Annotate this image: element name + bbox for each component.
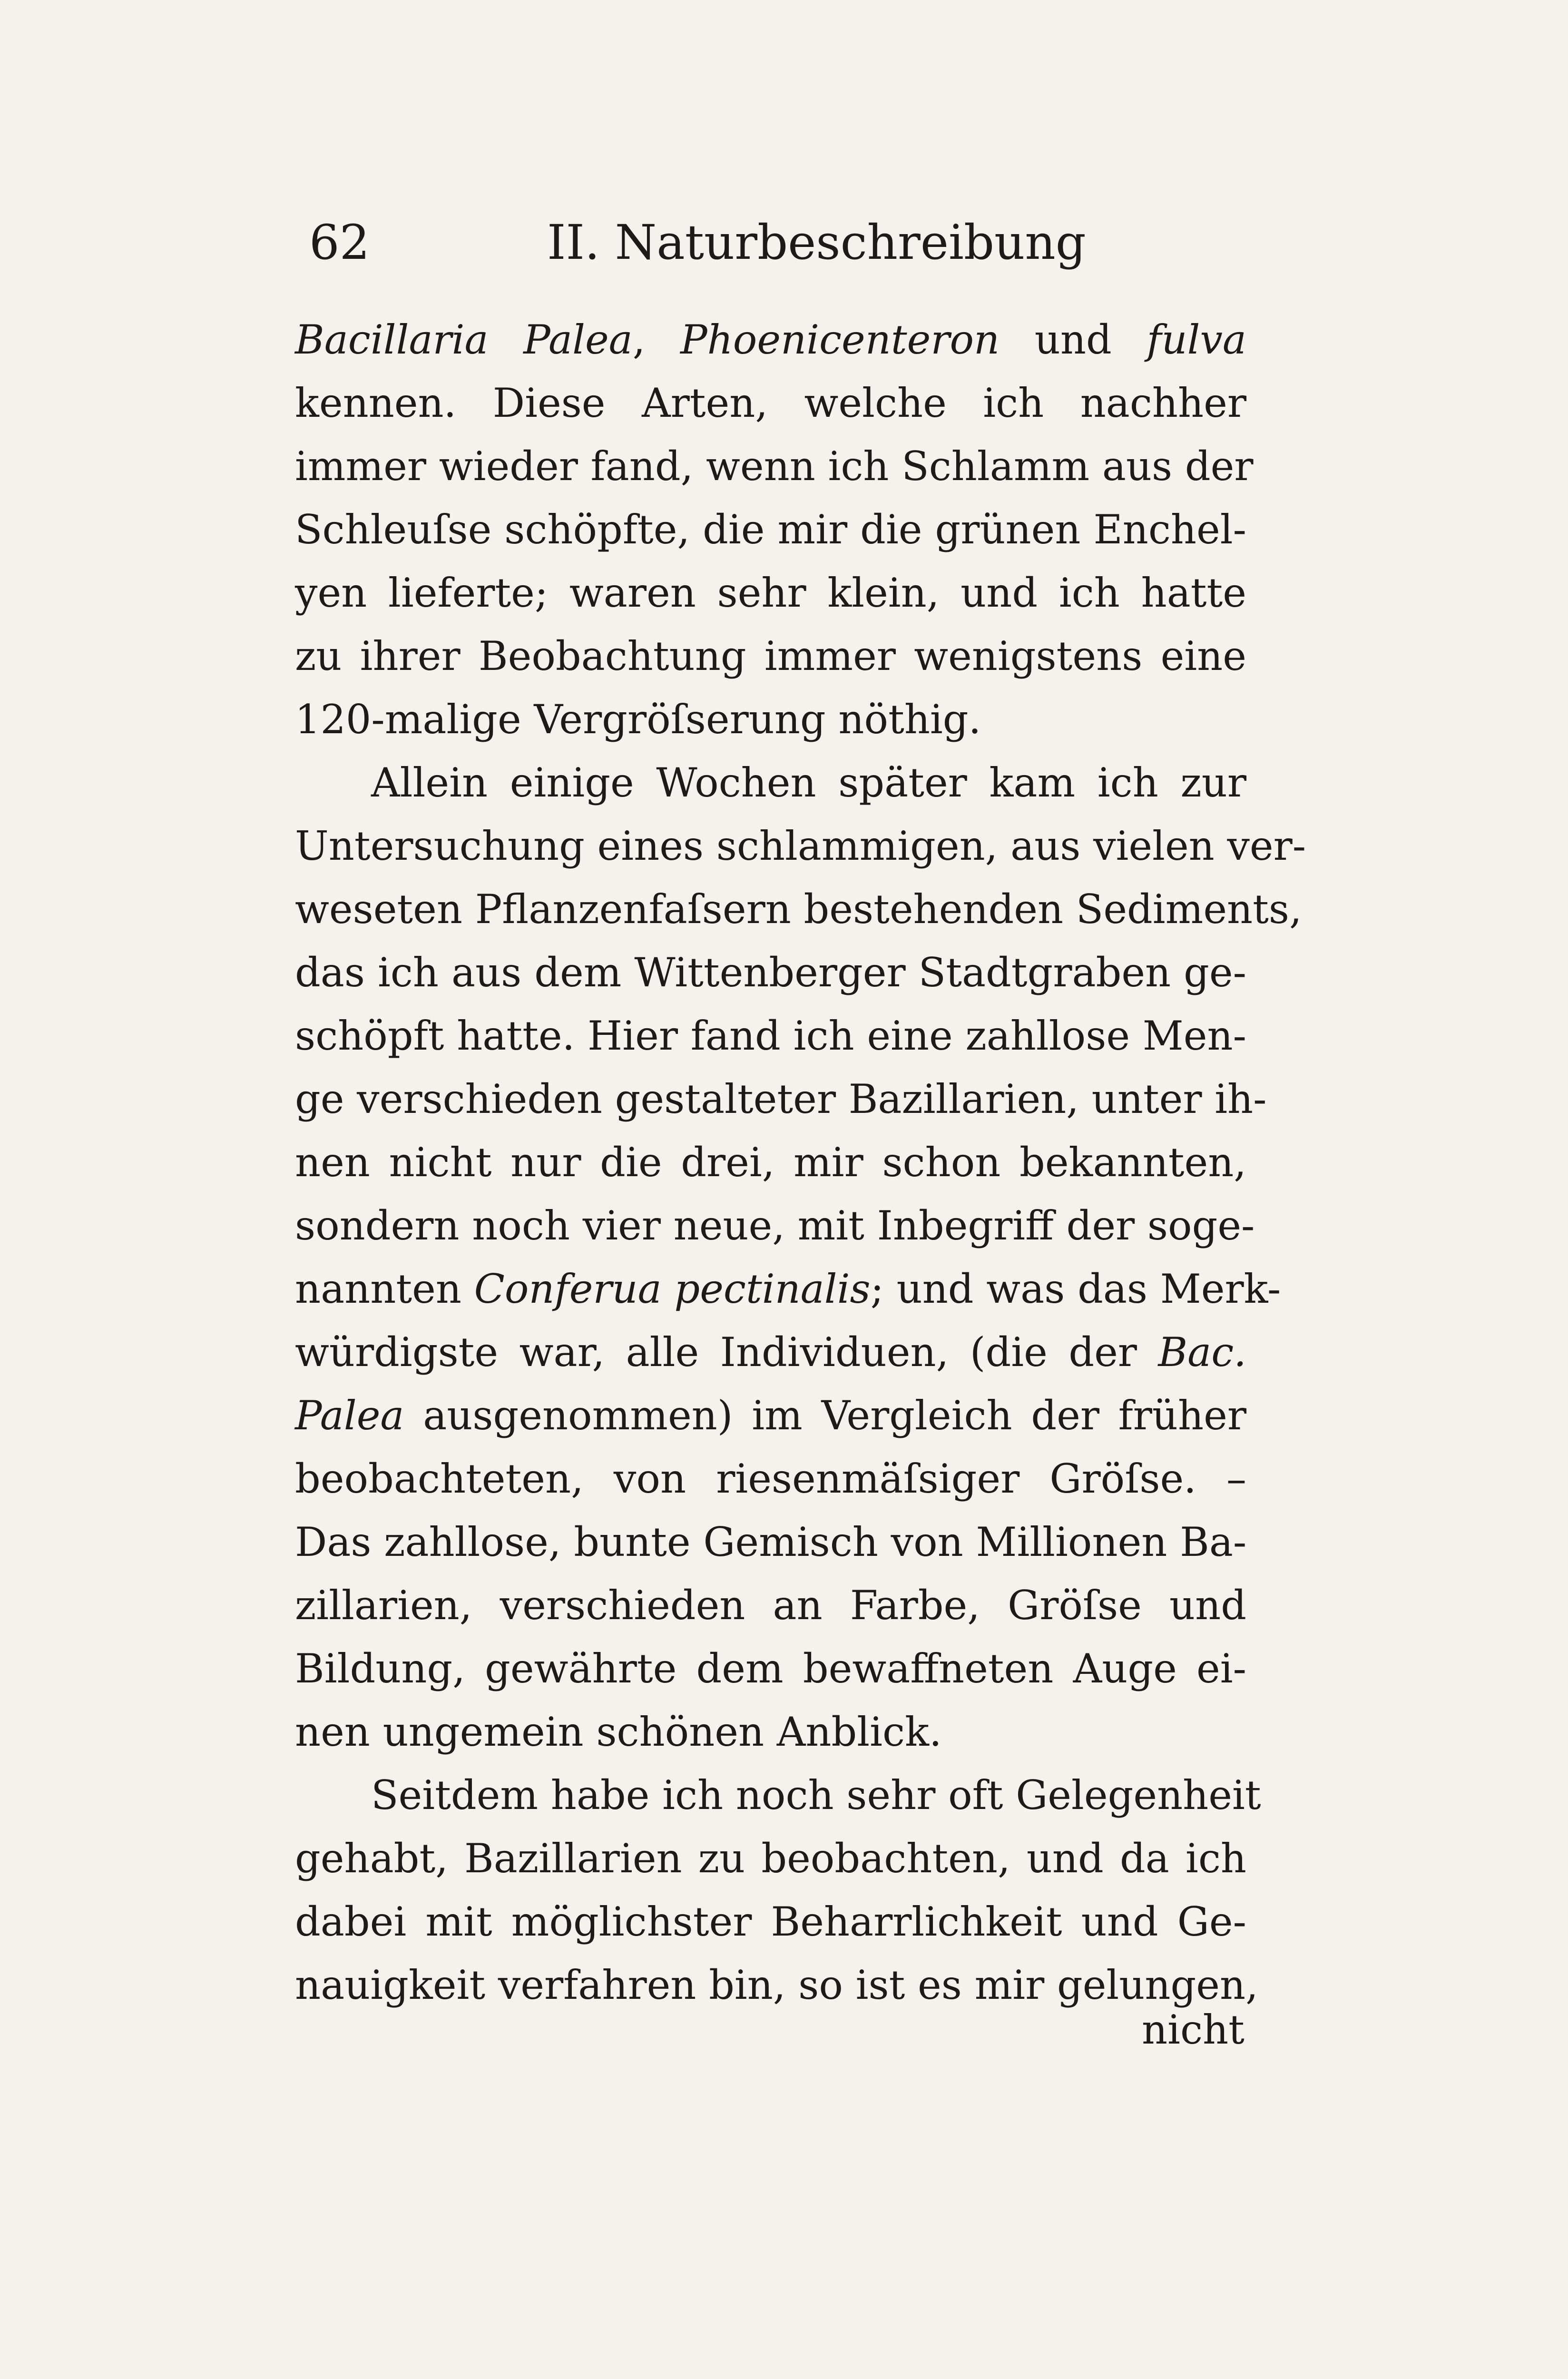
text-run: zu ihrer Beobachtung immer wenigstens eine (295, 633, 1246, 679)
text-line (295, 1131, 1246, 1194)
text-run: zillarien, verschieden an Farbe, Gröſse und (295, 1582, 1246, 1629)
text-line (295, 1701, 1246, 1764)
text-line (295, 1511, 1246, 1574)
text-line (295, 815, 1306, 878)
text-run: Seitdem habe ich noch sehr oft Gelegenheit (371, 1772, 1261, 1819)
text-line (295, 1574, 1246, 1637)
running-head: II. Naturbeschreibung (547, 215, 1086, 270)
text-line (295, 1194, 1255, 1258)
text-line (295, 941, 1246, 1004)
page-number: 62 (309, 215, 370, 270)
italic-text: Conferua pectinalis (474, 1266, 871, 1312)
text-run: weseten Pflanzenfaſsern bestehenden Sediments, (295, 886, 1302, 933)
text-line (295, 751, 1246, 815)
text-run: Schleuſse schöpfte, die mir die grünen Enchel- (295, 506, 1246, 553)
text-line (295, 688, 1246, 751)
text-line (295, 1321, 1246, 1384)
text-line (295, 561, 1246, 625)
text-line (295, 1764, 1261, 1827)
text-line (295, 1890, 1246, 1954)
italic-text: Phoenicenteron (680, 316, 1000, 363)
text-run: nen nicht nur die drei, mir schon bekannten, (295, 1139, 1246, 1186)
text-run: Allein einige Wochen später kam ich zur (371, 759, 1246, 806)
text-run: 120-malige Vergröſserung nöthig. (295, 696, 981, 743)
italic-text: Palea (295, 1392, 404, 1439)
text-run: und (1000, 316, 1147, 363)
text-run: schöpft hatte. Hier fand ich eine zahllose Men- (295, 1013, 1246, 1059)
text-run: Bildung, gewährte dem bewaffneten Auge ei- (295, 1645, 1246, 1692)
text-line (295, 878, 1302, 941)
text-line (295, 1384, 1246, 1447)
text-line (295, 1637, 1246, 1701)
text-line (295, 498, 1246, 561)
text-run: Untersuchung eines schlammigen, aus vielen ver- (295, 823, 1306, 869)
italic-text: fulva (1147, 316, 1247, 363)
text-run: , (632, 316, 681, 363)
text-run: würdigste war, alle Individuen, (die der (295, 1329, 1158, 1376)
italic-text: Bacillaria Palea (295, 316, 633, 363)
body-text (295, 308, 1306, 2017)
text-run: nen ungemein schönen Anblick. (295, 1709, 942, 1755)
text-run: kennen. Diese Arten, welche ich nachher (295, 380, 1246, 426)
text-run: immer wieder fand, wenn ich Schlamm aus der (295, 443, 1254, 490)
text-run: beobachteten, von riesenmäſsiger Gröſse. – (295, 1455, 1246, 1502)
text-line (295, 372, 1246, 435)
italic-text: Bac. (1158, 1329, 1246, 1376)
text-run: nauigkeit verfahren bin, so ist es mir gelungen, (295, 1962, 1258, 2008)
text-line (295, 1004, 1246, 1068)
text-line (295, 1258, 1281, 1321)
text-line (295, 1954, 1258, 2017)
text-run: Das zahllose, bunte Gemisch von Millionen Ba- (295, 1519, 1247, 1565)
text-run: ; und was das Merk- (870, 1266, 1281, 1312)
text-line (295, 1827, 1246, 1890)
text-run: dabei mit möglichster Beharrlichkeit und Ge- (295, 1898, 1246, 1945)
text-run: ge verschieden gestalteter Bazillarien, unter ih- (295, 1076, 1267, 1122)
text-line (295, 435, 1254, 498)
catchword: nicht (1142, 2006, 1245, 2053)
page-header (295, 209, 1104, 276)
text-line (295, 1068, 1267, 1131)
text-line (295, 1447, 1246, 1511)
text-line (295, 308, 1246, 372)
text-line (295, 625, 1246, 688)
text-run: ausgenommen) im Vergleich der früher (404, 1392, 1246, 1439)
text-run: nannten (295, 1266, 474, 1312)
text-run: sondern noch vier neue, mit Inbegriff der soge- (295, 1202, 1255, 1249)
text-run: yen lieferte; waren sehr klein, und ich hatte (295, 570, 1246, 616)
text-run: das ich aus dem Wittenberger Stadtgraben ge- (295, 949, 1246, 996)
text-run: gehabt, Bazillarien zu beobachten, und da ich (295, 1835, 1246, 1882)
